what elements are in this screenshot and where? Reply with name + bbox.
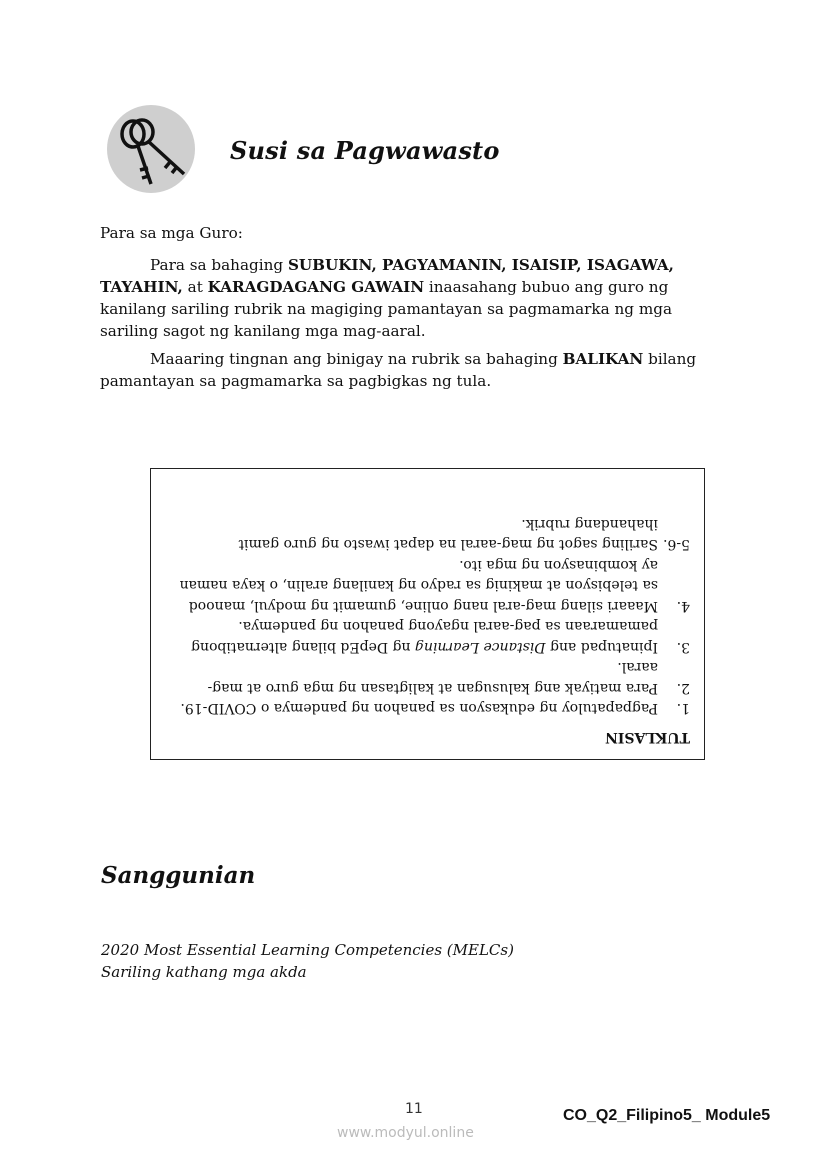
answer-item (165, 657, 690, 698)
answer-item (165, 555, 690, 617)
answer-text (165, 698, 658, 719)
text-run: at (182, 278, 208, 296)
text-run: Pagpapatuloy ng edukasyon sa panahon ng pandemya o COVID-19. (180, 700, 658, 717)
reference-item: 2020 Most Essential Learning Competencies (MELCs) (101, 941, 514, 959)
instruction-paragraph-2 (100, 348, 725, 392)
text-run: Para matiyak ang kalusugan at kaligtasan ng mga guro at mag-aaral. (207, 659, 658, 696)
text-run: Ipinatupad ang (545, 639, 658, 655)
page-title: Susi sa Pagwawasto (230, 136, 500, 165)
text-run: Sariling sagot ng mag-aaral na dapat iwasto ng guro gamit ihahandang rubrik. (238, 516, 658, 553)
references-list (101, 939, 514, 983)
instruction-paragraph-1 (100, 254, 725, 342)
answer-number: 5-6. (663, 536, 690, 553)
text-run: bilang pamantayan sa pagmamarka sa pagbigkas ng tula. (100, 350, 697, 390)
answer-number: 1. (676, 700, 690, 717)
text-run: ng DepEd bilang alternatibong pamamaraan sa pag-aaral ngayong panahon ng pandemya. (191, 618, 658, 655)
text-run: Distance Learning (414, 639, 546, 655)
text-run: Para sa bahaging (150, 256, 288, 274)
text-run: KARAGDAGANG GAWAIN (207, 278, 425, 296)
module-code: CO_Q2_Filipino5_ Module5 (563, 1107, 771, 1124)
text-run: SUBUKIN, PAGYAMANIN, ISAISIP, ISAGAWA, TAYAHIN, (100, 256, 674, 296)
page-number: 11 (405, 1101, 423, 1117)
text-run: inaasahang bubuo ang guro ng kanilang sariling rubrik na magiging pamantayan sa pagmamarka ng mga sariling sagot ng kanilang mga mag-aaral. (100, 278, 673, 340)
answer-item (165, 616, 690, 657)
answer-number: 4. (676, 598, 690, 614)
answer-text (165, 616, 658, 657)
answer-number: 2. (676, 680, 690, 696)
keys-icon (106, 104, 196, 194)
answer-key-box-upside-down (150, 468, 705, 760)
text-run: Maaaring tingnan ang binigay na rubrik sa bahaging (150, 350, 563, 368)
answer-number: 3. (676, 639, 690, 655)
answer-item (165, 514, 690, 555)
references-title: Sanggunian (101, 862, 256, 889)
reference-item: Sariling kathang mga akda (101, 963, 307, 981)
answer-text (165, 657, 658, 698)
watermark: www.modyul.online (337, 1125, 474, 1141)
audience-label: Para sa mga Guro: (100, 224, 243, 242)
text-run: Maaari silang mag-aral nang online, gumamit ng modyul, manood sa telebisyon at makinig sa radyo ng kanilang aralin, o kaya naman ay kombinasyon ng mga ito. (179, 557, 658, 614)
answer-item (165, 698, 690, 719)
answer-section-heading: TUKLASIN (605, 729, 690, 745)
answer-list (165, 514, 690, 719)
answer-text (165, 555, 658, 617)
answer-text (165, 514, 658, 555)
text-run: BALIKAN (562, 350, 644, 368)
